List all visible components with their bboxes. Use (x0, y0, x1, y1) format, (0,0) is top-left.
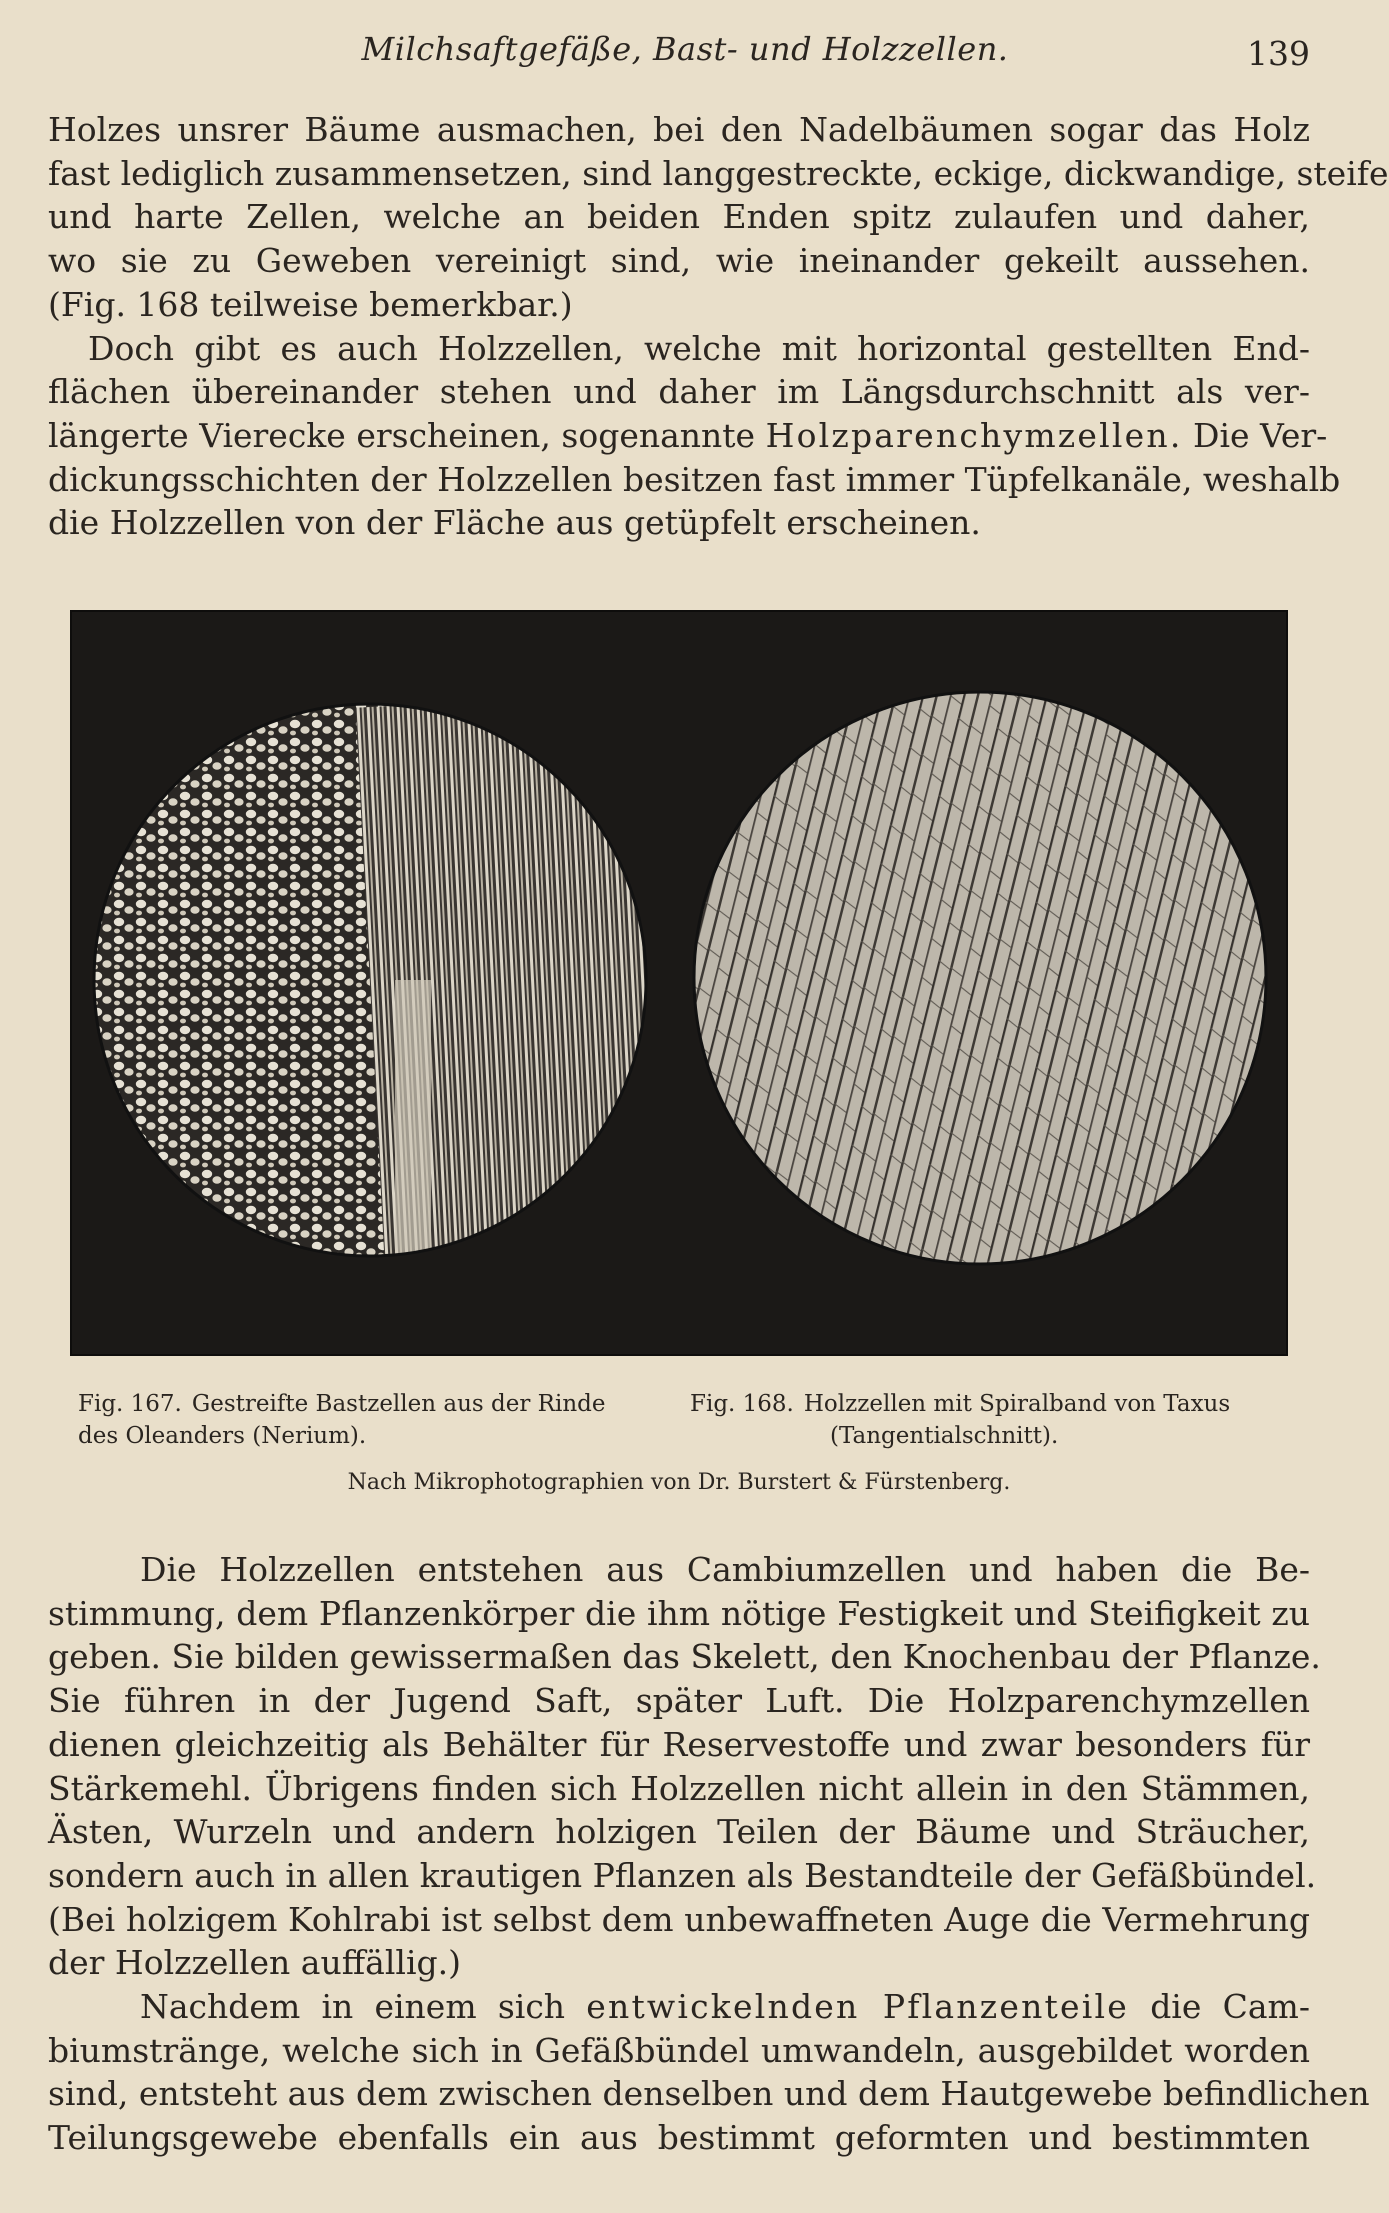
text-line: dickungsschichten der Holzzellen besitzen fast immer Tüpfelkanäle, weshalb (48, 459, 1341, 499)
text-fragment: längerte Vierecke erscheinen, sogenannte (48, 415, 756, 455)
caption-text: des Oleanders (Nerium). (78, 1423, 367, 1449)
photo-credit: Nach Mikrophotographien von Dr. Burstert & Fürstenberg. (347, 1470, 1011, 1495)
text-line: und harte Zellen, welche an beiden Enden spitz zulaufen und daher, (48, 197, 1310, 237)
text-line: Teilungsgewebe ebenfalls ein aus bestimmt geformten und bestimmten (48, 2118, 1310, 2158)
text-line: stimmung, dem Pflanzenkörper die ihm nötige Festigkeit und Steifigkeit zu (48, 1593, 1310, 1633)
text-line: fast lediglich zusammensetzen, sind langgestreckte, eckige, dickwandige, steife (48, 153, 1389, 193)
text-line: sondern auch in allen krautigen Pflanzen als Bestandteile der Gefäßbündel. (48, 1855, 1317, 1895)
caption-fig-167 (78, 1388, 678, 1452)
caption-text: Gestreifte Bastzellen aus der Rinde (191, 1391, 606, 1417)
text-line: dienen gleichzeitig als Behälter für Reservestoffe und zwar besonders für (48, 1724, 1310, 1764)
text-line: biumstränge, welche sich in Gefäßbündel umwandeln, ausgebildet worden (48, 2030, 1310, 2070)
text-line: geben. Sie bilden gewissermaßen das Skelett, den Knochenbau der Pflanze. (48, 1637, 1321, 1677)
text-line: (Bei holzigem Kohlrabi ist selbst dem unbewaffneten Auge die Vermehrung (48, 1899, 1310, 1939)
running-title: Milchsaftgefäße, Bast- und Holzzellen. (361, 30, 1009, 68)
running-head (60, 30, 1310, 80)
text-line: Ästen, Wurzeln und andern holzigen Teilen der Bäume und Sträucher, (48, 1812, 1310, 1852)
figure-plate (70, 610, 1288, 1356)
text-fragment: Die Ver- (1193, 415, 1328, 455)
micrograph-wood-cells (690, 688, 1270, 1268)
text-line-term (48, 1985, 1310, 2029)
term-entwickelnden: entwickelnden Pflanzenteile (586, 1987, 1129, 2027)
text-line: Holzes unsrer Bäume ausmachen, bei den Nadelbäumen sogar das Holz (48, 110, 1310, 149)
term-holzparenchymzellen: Holzparenchymzellen. (765, 415, 1183, 455)
text-line-term (48, 414, 1328, 458)
text-line: (Fig. 168 teilweise bemerkbar.) (48, 284, 573, 324)
text-line: Die Holzzellen entstehen aus Cambiumzellen und haben die Be- (140, 1550, 1310, 1589)
caption-text: (Tangentialschnitt). (830, 1423, 1059, 1449)
page-number: 139 (1247, 34, 1310, 73)
text-line: Doch gibt es auch Holzzellen, welche mit horizontal gestellten End- (88, 328, 1310, 368)
caption-text: Holzzellen mit Spiralband von Taxus (803, 1391, 1231, 1417)
text-line: Stärkemehl. Übrigens finden sich Holzzellen nicht allein in den Stämmen, (48, 1768, 1310, 1808)
caption-fig-number: Fig. 167. (78, 1391, 182, 1417)
paragraph-top (48, 108, 1389, 545)
text-line: Sie führen in der Jugend Saft, später Luft. Die Holzparenchymzellen (48, 1681, 1310, 1721)
caption-fig-168 (690, 1388, 1290, 1452)
caption-fig-number: Fig. 168. (690, 1391, 794, 1417)
text-line: sind, entsteht aus dem zwischen denselben und dem Hautgewebe befindlichen (48, 2074, 1370, 2114)
text-fragment: die Cam- (1150, 1987, 1310, 2027)
text-line: flächen übereinander stehen und daher im Längsdurchschnitt als ver- (48, 372, 1310, 412)
paragraph-bottom (48, 1548, 1370, 2160)
text-line: wo sie zu Geweben vereinigt sind, wie ineinander gekeilt aussehen. (48, 241, 1310, 281)
text-line: die Holzzellen von der Fläche aus getüpfelt erscheinen. (48, 503, 981, 543)
text-line: der Holzzellen auffällig.) (48, 1943, 461, 1983)
figure-captions (70, 1388, 1288, 1508)
micrograph-bast-cells (90, 700, 650, 1260)
text-fragment: Nachdem in einem sich (140, 1987, 566, 2027)
